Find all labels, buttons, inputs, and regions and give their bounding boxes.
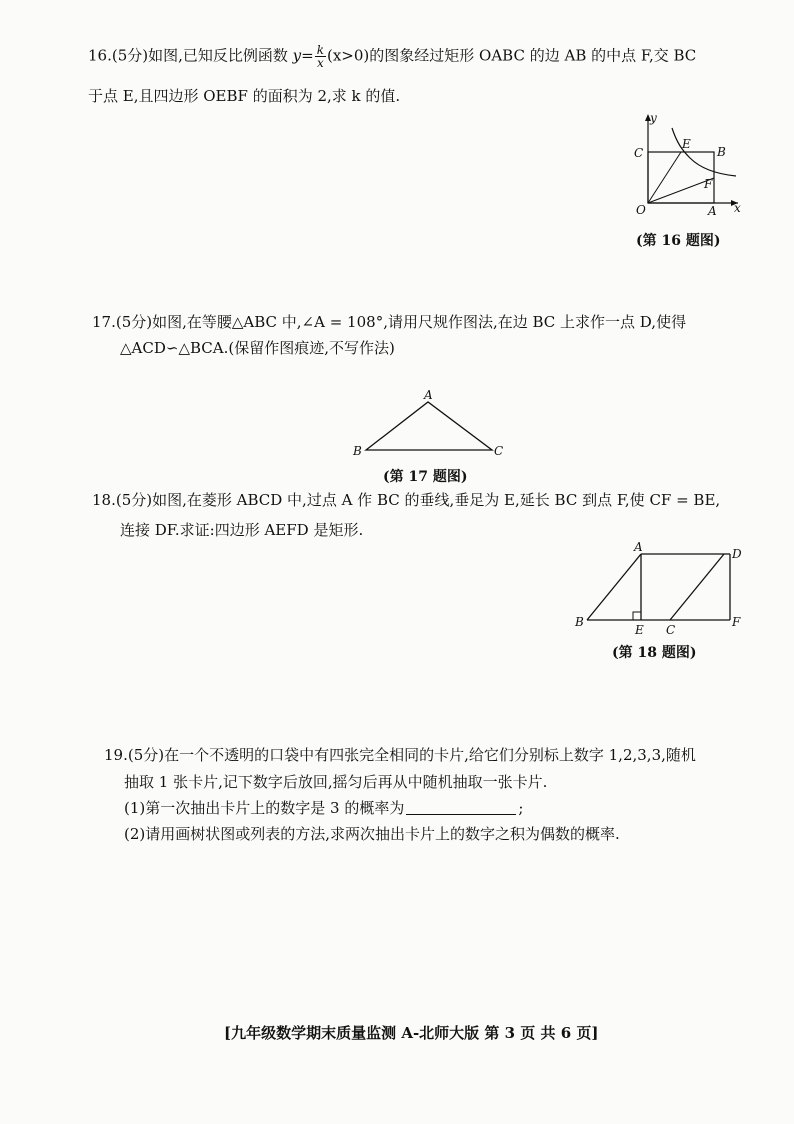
q16-segment-oe bbox=[648, 152, 681, 203]
page-footer: [九年级数学期末质量监测 A-北师大版 第 3 页 共 6 页] bbox=[224, 1024, 599, 1042]
q18-line-1: 18.(5分)如图,在菱形 ABCD 中,过点 A 作 BC 的垂线,垂足为 E,延长 BC 到点 F,使 CF = BE, bbox=[92, 491, 721, 509]
q16-text-b: (x>0)的图象经过矩形 OABC 的边 AB 的中点 F,交 BC bbox=[327, 46, 697, 65]
q18-caption: (第 18 题图) bbox=[612, 645, 697, 661]
q16-label-o: O bbox=[636, 203, 646, 217]
q19-sub-1 bbox=[124, 798, 523, 818]
q19-answer-blank[interactable] bbox=[406, 800, 516, 815]
q19-line-1: 19.(5分)在一个不透明的口袋中有四张完全相同的卡片,给它们分别标上数字 1,2,3,3,随机 bbox=[104, 746, 696, 764]
q17-figure bbox=[340, 388, 510, 464]
q16-label-c: C bbox=[634, 146, 644, 160]
q18-label-c: C bbox=[666, 623, 676, 637]
q16-number: 16.(5分) bbox=[88, 46, 149, 65]
q17-line-2: △ACD∽△BCA.(保留作图痕迹,不写作法) bbox=[120, 339, 395, 357]
q18-segment-cd bbox=[670, 554, 724, 620]
q19-sub-1-text: (1)第一次抽出卡片上的数字是 3 的概率为 bbox=[124, 799, 405, 817]
q17-label-a: A bbox=[424, 388, 433, 402]
q17-caption: (第 17 题图) bbox=[383, 469, 468, 485]
q16-label-y: y bbox=[650, 111, 657, 125]
q16-text-a: 如图,已知反比例函数 bbox=[148, 46, 293, 65]
q19-sub-1-end: ; bbox=[518, 799, 524, 817]
q18-label-e: E bbox=[635, 623, 644, 637]
q16-var-y: y bbox=[292, 46, 302, 65]
q16-line-2: 于点 E,且四边形 OEBF 的面积为 2,求 k 的值. bbox=[88, 87, 401, 105]
q16-label-x: x bbox=[734, 201, 741, 215]
q16-figure bbox=[620, 108, 744, 224]
q16-fraction-denominator: x bbox=[316, 56, 324, 70]
q16-fraction-numerator: k bbox=[316, 43, 324, 57]
q16-equals: = bbox=[301, 46, 314, 65]
q18-label-b: B bbox=[575, 615, 584, 629]
q18-label-f: F bbox=[732, 615, 741, 629]
q19-line-2: 抽取 1 张卡片,记下数字后放回,摇匀后再从中随机抽取一张卡片. bbox=[124, 773, 548, 791]
q16-label-e: E bbox=[682, 137, 691, 151]
q16-label-f: F bbox=[704, 177, 713, 191]
q16-caption: (第 16 题图) bbox=[636, 233, 721, 249]
q18-right-angle-mark bbox=[633, 612, 641, 620]
q18-label-a: A bbox=[634, 540, 643, 554]
q17-label-c: C bbox=[494, 444, 504, 458]
q16-label-a: A bbox=[708, 204, 717, 218]
q16-line-1 bbox=[88, 44, 696, 69]
q16-fraction bbox=[315, 44, 326, 69]
q16-label-b: B bbox=[717, 145, 726, 159]
q17-triangle-abc bbox=[366, 402, 492, 450]
q18-figure bbox=[570, 540, 750, 640]
q19-sub-2: (2)请用画树状图或列表的方法,求两次抽出卡片上的数字之积为偶数的概率. bbox=[124, 825, 620, 843]
q17-line-1: 17.(5分)如图,在等腰△ABC 中,∠A = 108°,请用尺规作图法,在边 BC 上求作一点 D,使得 bbox=[92, 313, 687, 331]
q17-label-b: B bbox=[353, 444, 362, 458]
q18-segment-ab bbox=[587, 554, 641, 620]
q18-line-2: 连接 DF.求证:四边形 AEFD 是矩形. bbox=[120, 521, 364, 539]
q18-label-d: D bbox=[732, 547, 742, 561]
